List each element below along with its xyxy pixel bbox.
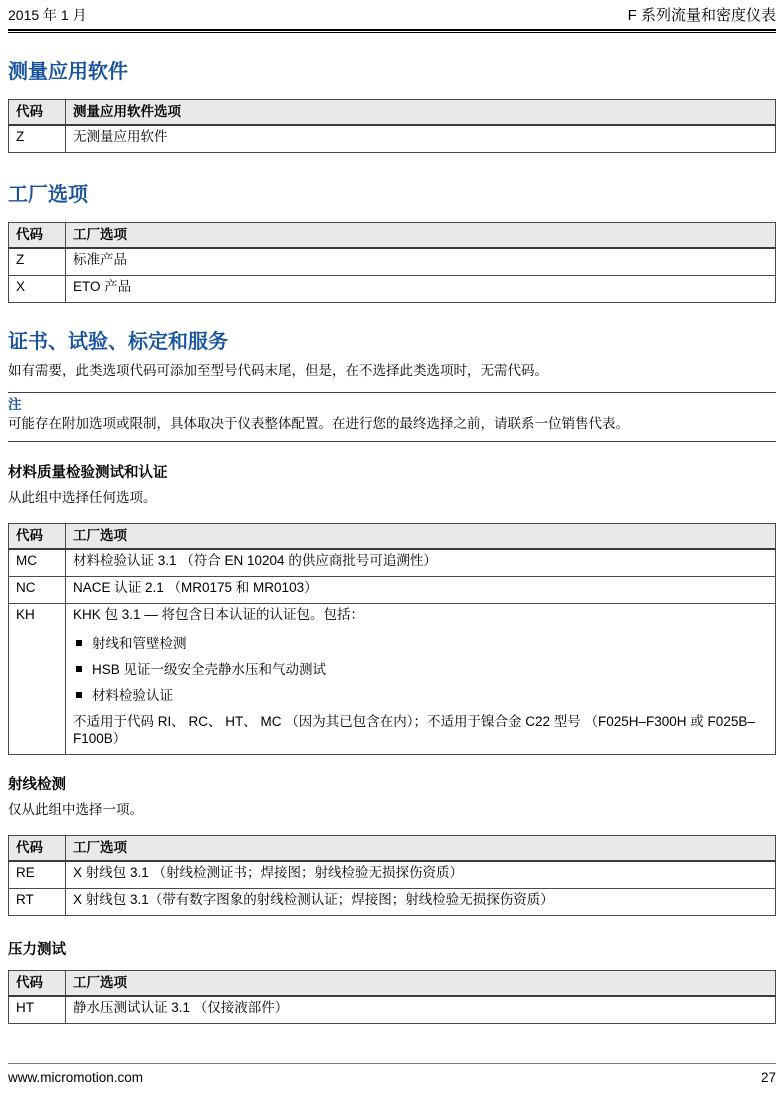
cell-option: X 射线包 3.1 （射线检测证书；焊接图；射线检验无损探伤资质）: [66, 861, 776, 889]
bullet-text: HSB 见证一级安全壳静水压和气动测试: [92, 662, 327, 677]
cell-code: NC: [9, 577, 66, 604]
kh-package-intro: KHK 包 3.1 — 将包含日本认证的认证包。包括：: [73, 607, 365, 622]
kh-restrictions-text: 不适用于代码 RI、 RC、 HT、 MC （因为其已包含在内）；不适用于镍合金 C22 型号 （F025H–F300H 或 F025B–F100B）: [73, 714, 755, 746]
cell-code: HT: [9, 996, 66, 1024]
subsection-title-radiography: 射线检测: [8, 777, 66, 793]
table-measurement-software: [8, 99, 776, 153]
certificates-intro-text: 如有需要，此类选项代码可添加至型号代码末尾，但是，在不选择此类选项时，无需代码。: [8, 363, 548, 378]
table-row: [9, 276, 776, 303]
table-header-row: [9, 836, 776, 862]
cell-option: X 射线包 3.1（带有数字图象的射线检测认证；焊接图；射线检验无损探伤资质）: [66, 889, 776, 916]
cell-code: RE: [9, 861, 66, 889]
kh-bullet-list: [73, 635, 768, 704]
section-title-measurement-software: 测量应用软件: [8, 61, 128, 83]
cell-option: 材料检验认证 3.1 （符合 EN 10204 的供应商批号可追溯性）: [66, 549, 776, 577]
table-row: [9, 889, 776, 916]
col-header-code: 代码: [9, 971, 66, 997]
col-header-option: 测量应用软件选项: [66, 100, 776, 126]
table-row: [9, 248, 776, 276]
header-product-title: F 系列流量和密度仪表: [627, 7, 776, 24]
table-row: [9, 604, 776, 755]
cell-code: Z: [9, 125, 66, 153]
table-header-row: [9, 971, 776, 997]
col-header-option: 工厂选项: [66, 971, 776, 997]
table-row: [9, 577, 776, 604]
col-header-code: 代码: [9, 524, 66, 550]
footer-page-number: 27: [760, 1070, 776, 1085]
footer-divider: [8, 1063, 776, 1064]
bullet-item: [76, 635, 768, 652]
square-bullet-icon: [76, 692, 82, 698]
col-header-option: 工厂选项: [66, 223, 776, 249]
table-pressure-test: [8, 970, 776, 1024]
note-text: 可能存在附加选项或限制，具体取决于仪表整体配置。在进行您的最终选择之前，请联系一位销售代表。: [8, 416, 629, 431]
subsection-title-pressure-test: 压力测试: [8, 942, 66, 958]
col-header-code: 代码: [9, 836, 66, 862]
material-quality-subtitle: 从此组中选择任何选项。: [8, 490, 157, 505]
header-date: 2015 年 1 月: [8, 7, 87, 23]
square-bullet-icon: [76, 640, 82, 646]
cell-option-composite: [66, 604, 776, 755]
square-bullet-icon: [76, 666, 82, 672]
col-header-option: 工厂选项: [66, 836, 776, 862]
bullet-item: [76, 661, 768, 678]
section-title-factory-options: 工厂选项: [8, 184, 88, 206]
note-block: [8, 392, 776, 442]
table-factory-options: [8, 222, 776, 303]
cell-code: Z: [9, 248, 66, 276]
bullet-text: 射线和管壁检测: [92, 636, 187, 651]
cell-code: KH: [9, 604, 66, 755]
bullet-text: 材料检验认证: [92, 688, 173, 703]
page-footer: [8, 1063, 776, 1086]
note-label: 注: [8, 397, 22, 412]
section-title-certificates: 证书、试验、标定和服务: [8, 331, 228, 353]
cell-code: RT: [9, 889, 66, 916]
table-header-row: [9, 223, 776, 249]
cell-option: ETO 产品: [66, 276, 776, 303]
cell-code: X: [9, 276, 66, 303]
cell-option: 静水压测试认证 3.1 （仅接液部件）: [66, 996, 776, 1024]
table-row: [9, 996, 776, 1024]
col-header-code: 代码: [9, 223, 66, 249]
table-header-row: [9, 524, 776, 550]
header-divider: [8, 29, 776, 33]
cell-option: 无测量应用软件: [66, 125, 776, 153]
page-header: [8, 0, 776, 24]
cell-option: 标准产品: [66, 248, 776, 276]
table-material-quality: [8, 523, 776, 755]
subsection-title-material-quality: 材料质量检验测试和认证: [8, 465, 168, 481]
table-row: [9, 125, 776, 153]
cell-option: NACE 认证 2.1 （MR0175 和 MR0103）: [66, 577, 776, 604]
table-header-row: [9, 100, 776, 126]
table-radiography: [8, 835, 776, 916]
footer-website-link[interactable]: www.micromotion.com: [8, 1070, 144, 1085]
col-header-code: 代码: [9, 100, 66, 126]
radiography-subtitle: 仅从此组中选择一项。: [8, 802, 143, 817]
bullet-item: [76, 687, 768, 704]
table-row: [9, 861, 776, 889]
table-row: [9, 549, 776, 577]
cell-code: MC: [9, 549, 66, 577]
col-header-option: 工厂选项: [66, 524, 776, 550]
